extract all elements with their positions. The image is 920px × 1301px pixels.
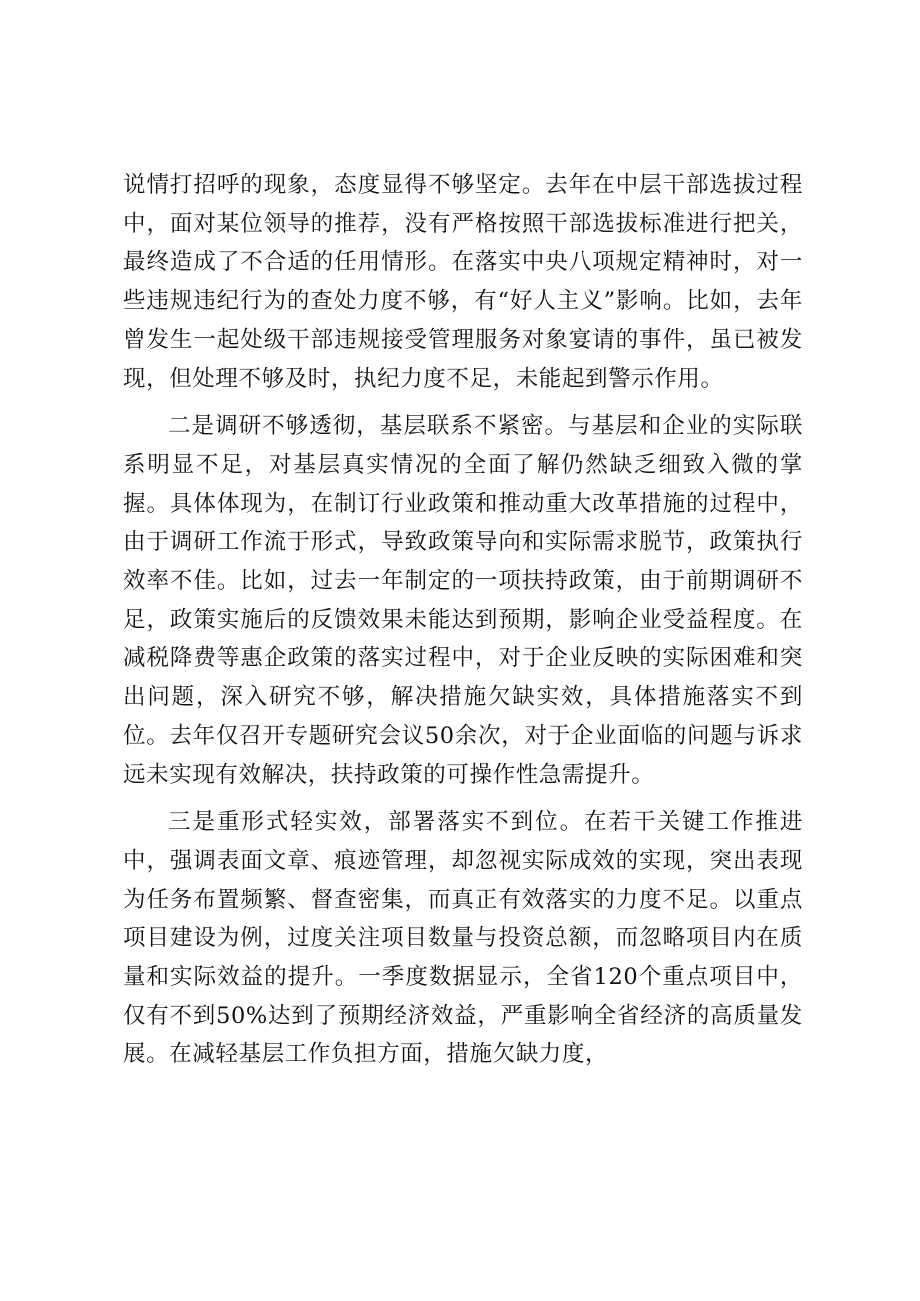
paragraph-1: 说情打招呼的现象，态度显得不够坚定。去年在中层干部选拔过程中，面对某位领导的推荐，没有严格按照干部选拔标准进行把关，最终造成了不合适的任用情形。在落实中央八项规定精神时，对一些违规违纪行为的查处力度不够，有“好人主义”影响。比如，去年曾发生一起处级干部违规接受管理服务对象宴请的事件，虽已被发现，但处理不够及时，执纪力度不足，未能起到警示作用。 (123, 172, 803, 392)
document-body (123, 166, 803, 1074)
paragraph-3: 三是重形式轻实效，部署落实不到位。在若干关键工作推进中，强调表面文章、痕迹管理，却忽视实际成效的实现，突出表现为任务布置频繁、督查密集，而真正有效落实的力度不足。以重点项目建设为例，过度关注项目数量与投资总额，而忽略项目内在质量和实际效益的提升。一季度数据显示，全省120个重点项目中，仅有不到50%达到了预期经济效益，严重影响全省经济的高质量发展。在减轻基层工作负担方面，措施欠缺力度， (123, 809, 803, 1068)
paragraph-2: 二是调研不够透彻，基层联系不紧密。与基层和企业的实际联系明显不足，对基层真实情况的全面了解仍然缺乏细致入微的掌握。具体体现为，在制订行业政策和推动重大改革措施的过程中，由于调研工作流于形式，导致政策导向和实际需求脱节，政策执行效率不佳。比如，过去一年制定的一项扶持政策，由于前期调研不足，政策实施后的反馈效果未能达到预期，影响企业受益程度。在减税降费等惠企政策的落实过程中，对于企业反映的实际困难和突出问题，深入研究不够，解决措施欠缺实效，具体措施落实不到位。去年仅召开专题研究会议50余次，对于企业面临的问题与诉求远未实现有效解决，扶持政策的可操作性急需提升。 (123, 413, 803, 788)
